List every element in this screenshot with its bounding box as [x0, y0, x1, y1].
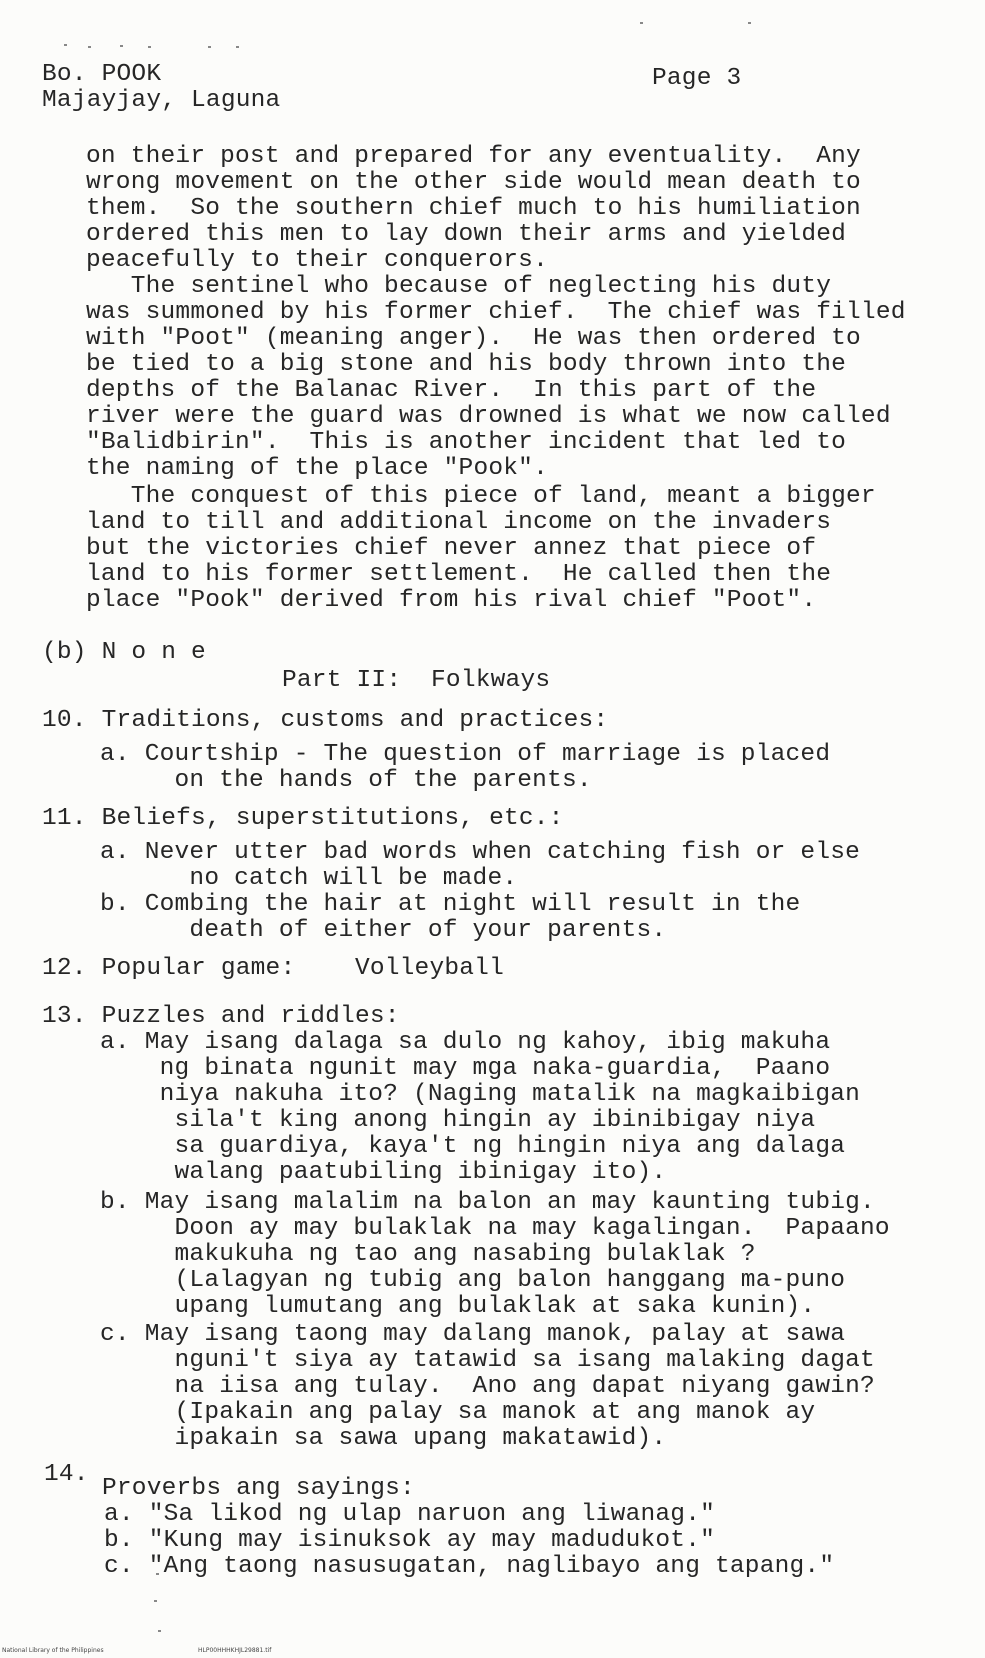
section-11-item-b: death of either of your parents. — [100, 917, 667, 944]
section-11-title: 11. Beliefs, superstitutions, etc.: — [42, 805, 564, 832]
section-13-riddle-b: makukuha ng tao ang nasabing bulaklak ? — [100, 1241, 756, 1268]
section-10-item-a: on the hands of the parents. — [100, 767, 592, 794]
scan-speck — [148, 46, 151, 48]
section-13-riddle-a: ng binata ngunit may mga naka-guardia, Paano — [100, 1055, 831, 1082]
scan-speck — [748, 22, 751, 24]
history-line: "Balidbirin". This is another incident that led to — [86, 429, 847, 456]
section-11-item-b: b. Combing the hair at night will result in the — [100, 891, 801, 918]
section-13-riddle-a: a. May isang dalaga sa dulo ng kahoy, ibig makuha — [100, 1029, 831, 1056]
section-11-item-a: no catch will be made. — [100, 865, 518, 892]
library-stamp: National Library of the Philippines — [2, 1647, 104, 1654]
history-line: land to his former settlement. He called then the — [86, 561, 832, 588]
section-13-riddle-b: (Lalagyan ng tubig ang balon hanggang ma-puno — [100, 1267, 846, 1294]
item-b-none: (b) N o n e — [42, 639, 206, 666]
scan-speck — [88, 46, 91, 48]
section-13-riddle-c: c. May isang taong may dalang manok, palay at sawa — [100, 1321, 846, 1348]
history-line: ordered this men to lay down their arms and yielded — [86, 221, 847, 248]
section-12-popular-game: 12. Popular game: Volleyball — [42, 955, 504, 982]
scan-speck — [64, 44, 67, 46]
section-14-number: 14. — [44, 1461, 89, 1488]
history-line: them. So the southern chief much to his humiliation — [86, 195, 861, 222]
section-13-riddle-c: nguni't siya ay tatawid sa isang malaking dagat — [100, 1347, 875, 1374]
history-line: land to till and additional income on the invaders — [86, 509, 832, 536]
history-line: The conquest of this piece of land, meant a bigger — [86, 483, 876, 510]
history-line: the naming of the place "Pook". — [86, 455, 548, 482]
history-line: on their post and prepared for any eventuality. Any — [86, 143, 861, 170]
scan-speck — [158, 1630, 161, 1632]
section-13-riddle-a: sa guardiya, kaya't ng hingin niya ang dalaga — [100, 1133, 846, 1160]
section-13-riddle-b: b. May isang malalim na balon an may kaunting tubig. — [100, 1189, 875, 1216]
section-13-riddle-c: ipakain sa sawa upang makatawid). — [100, 1425, 667, 1452]
history-line: be tied to a big stone and his body thrown into the — [86, 351, 847, 378]
section-14-title: Proverbs ang sayings: — [102, 1475, 415, 1502]
proverb-item: b. "Kung may isinuksok ay may madudukot." — [104, 1527, 715, 1554]
section-13-riddle-a: sila't king anong hingin ay ibinibigay niya — [100, 1107, 816, 1134]
section-13-title: 13. Puzzles and riddles: — [42, 1003, 400, 1030]
scan-speck — [640, 22, 643, 24]
history-line: depths of the Balanac River. In this part of the — [86, 377, 817, 404]
history-line: was summoned by his former chief. The chief was filled — [86, 299, 906, 326]
part-title: Part II: Folkways — [282, 667, 551, 694]
history-line: river were the guard was drowned is what we now called — [86, 403, 891, 430]
section-13-riddle-c: (Ipakain ang palay sa manok at ang manok ay — [100, 1399, 816, 1426]
section-13-riddle-a: niya nakuha ito? (Naging matalik na magkaibigan — [100, 1081, 861, 1108]
history-line: but the victories chief never annez that piece of — [86, 535, 817, 562]
scan-speck — [154, 1600, 157, 1602]
section-13-riddle-b: Doon ay may bulaklak na may kagalingan. Papaano — [100, 1215, 890, 1242]
proverb-item: c. "Ang taong nasusugatan, naglibayo ang tapang." — [104, 1553, 835, 1580]
history-line: with "Poot" (meaning anger). He was then ordered to — [86, 325, 861, 352]
history-line: place "Pook" derived from his rival chief "Poot". — [86, 587, 817, 614]
location-line-1: Bo. POOK — [42, 61, 162, 88]
file-code: HLP00HHHKHJL29881.tif — [198, 1647, 272, 1654]
section-13-riddle-a: walang paatubiling ibinigay ito). — [100, 1159, 667, 1186]
scan-speck — [120, 45, 123, 47]
section-10-title: 10. Traditions, customs and practices: — [42, 707, 609, 734]
location-line-2: Majayjay, Laguna — [42, 87, 281, 114]
section-10-item-a: a. Courtship - The question of marriage is placed — [100, 741, 831, 768]
section-13-riddle-b: upang lumutang ang bulaklak at saka kunin). — [100, 1293, 816, 1320]
section-11-item-a: a. Never utter bad words when catching fish or else — [100, 839, 861, 866]
scan-speck — [236, 46, 239, 48]
history-line: The sentinel who because of neglecting his duty — [86, 273, 832, 300]
scan-speck — [208, 46, 211, 48]
section-13-riddle-c: na iisa ang tulay. Ano ang dapat niyang gawin? — [100, 1373, 875, 1400]
page-number: Page 3 — [652, 65, 742, 92]
history-line: peacefully to their conquerors. — [86, 247, 548, 274]
history-line: wrong movement on the other side would mean death to — [86, 169, 861, 196]
proverb-item: a. "Sa likod ng ulap naruon ang liwanag." — [104, 1501, 715, 1528]
